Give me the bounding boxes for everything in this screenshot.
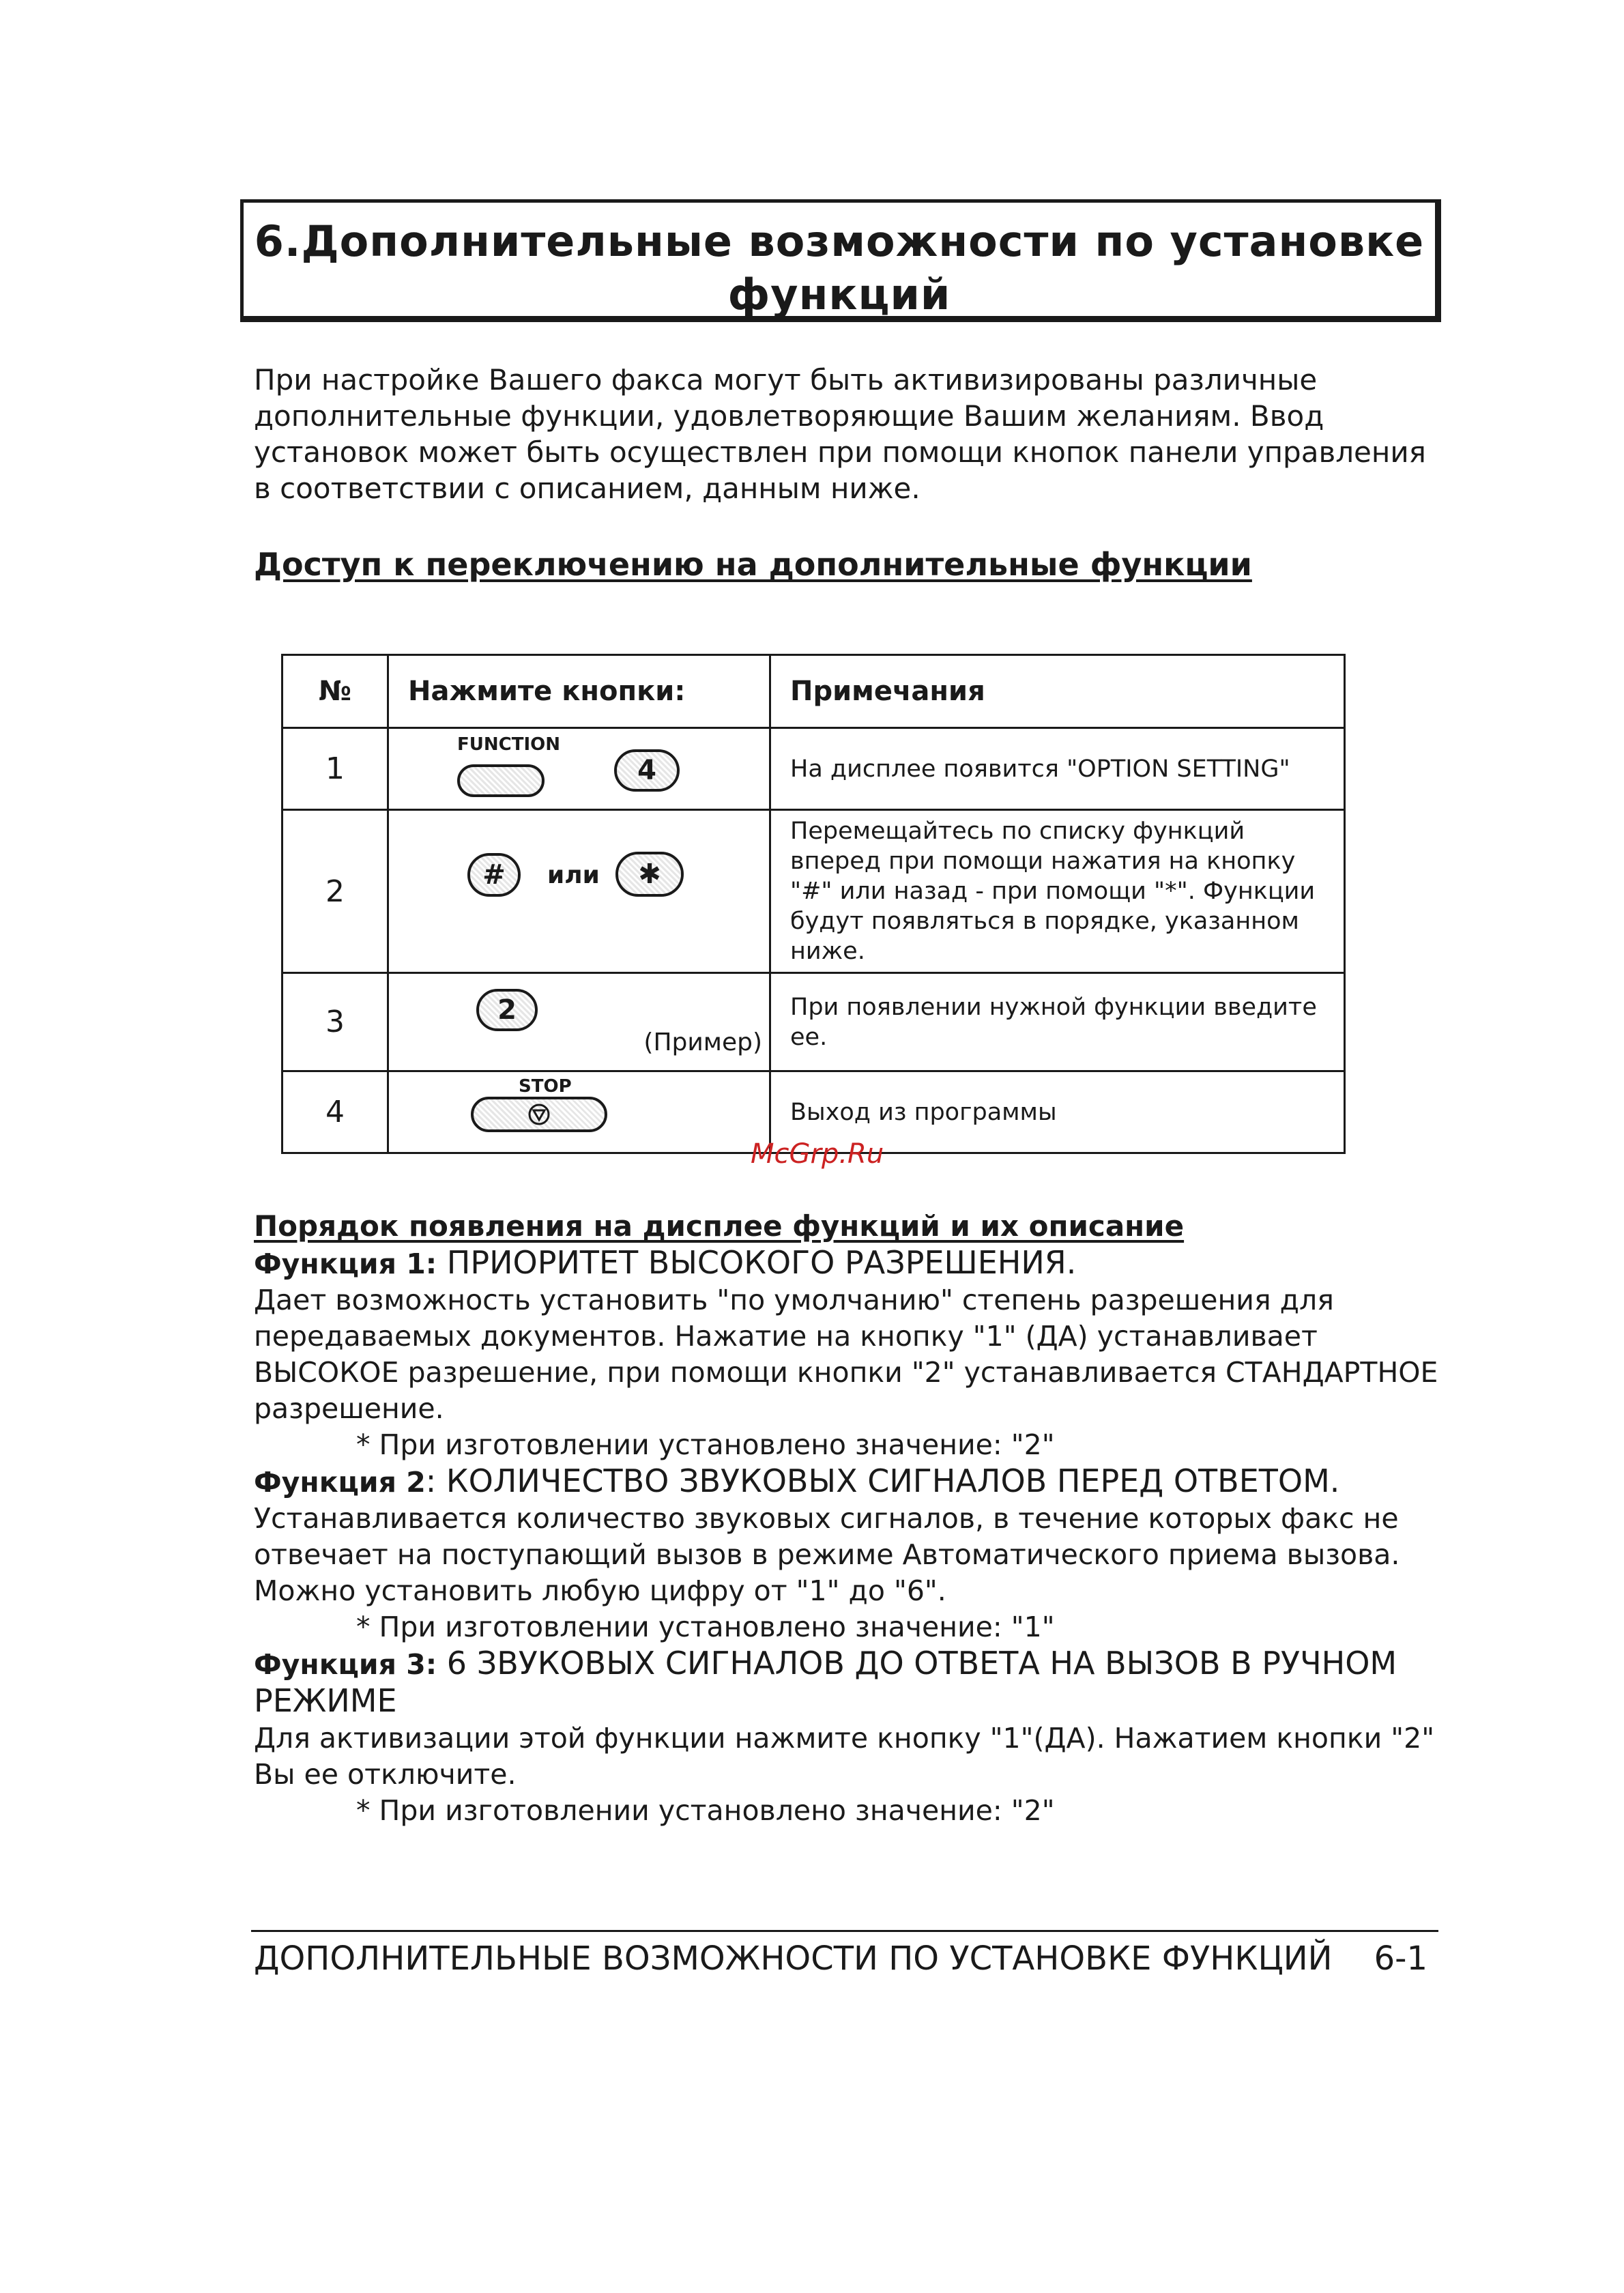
function-name: : КОЛИЧЕСТВО ЗВУКОВЫХ СИГНАЛОВ ПЕРЕД ОТВЕТОМ.: [425, 1462, 1340, 1499]
function-1: [254, 1245, 1455, 1463]
footer-divider: [251, 1930, 1438, 1932]
functions-section: [254, 1208, 1455, 1829]
function-name: ПРИОРИТЕТ ВЫСОКОГО РАЗРЕШЕНИЯ.: [437, 1244, 1077, 1281]
function-label: Функция 3:: [254, 1648, 437, 1681]
stop-key: [471, 1097, 607, 1132]
row-note: При появлении нужной функции введите ее.: [770, 973, 1345, 1071]
hash-key: #: [467, 853, 521, 897]
or-label: или: [547, 861, 600, 889]
header-notes: Примечания: [770, 655, 1345, 728]
table-row: [282, 810, 1345, 973]
function-default: * При изготовлении установлено значение: "2": [356, 1794, 1055, 1827]
row-number: 4: [282, 1071, 388, 1153]
example-label: (Пример): [643, 1028, 762, 1056]
key-2: 2: [476, 989, 538, 1031]
function-2: [254, 1463, 1455, 1645]
table-header-row: [282, 655, 1345, 728]
function-label: Функция 2: [254, 1466, 426, 1499]
order-heading: Порядок появления на дисплее функций и их описание: [254, 1209, 1185, 1243]
footer: [254, 1939, 1427, 1978]
row-number: 3: [282, 973, 388, 1071]
steps-table: [281, 654, 1346, 1154]
row-keys: [388, 1071, 770, 1153]
row-number: 2: [282, 810, 388, 973]
row-note: На дисплее появится "OPTION SETTING": [770, 728, 1345, 810]
star-key: ✱: [615, 852, 684, 897]
header-keys: Нажмите кнопки:: [388, 655, 770, 728]
row-keys: [388, 728, 770, 810]
page-number: 6-1: [1374, 1939, 1427, 1978]
key-4: 4: [614, 749, 680, 792]
row-note: Выход из программы: [770, 1071, 1345, 1153]
header-number: №: [282, 655, 388, 728]
function-name: 6 ЗВУКОВЫХ СИГНАЛОВ ДО ОТВЕТА НА ВЫЗОВ В РУЧНОМ РЕЖИМЕ: [254, 1645, 1397, 1719]
function-description: Для активизации этой функции нажмите кнопку "1"(ДА). Нажатием кнопки "2" Вы ее отключите.: [254, 1722, 1435, 1791]
stop-key-label: STOP: [519, 1076, 572, 1097]
table-row: [282, 728, 1345, 810]
stop-icon: [525, 1103, 553, 1126]
row-keys: [388, 810, 770, 973]
function-default: * При изготовлении установлено значение: "1": [356, 1611, 1055, 1643]
row-number: 1: [282, 728, 388, 810]
table-row: [282, 973, 1345, 1071]
page-title: 6.Дополнительные возможности по установке функций: [254, 216, 1425, 319]
function-description: Дает возможность установить "по умолчанию" степень разрешения для передаваемых документов. Нажатие на кнопку "1" (ДА) устанавливает ВЫСОКОЕ разрешение, при помощи кнопки "2" устанавливается СТАНДАРТНОЕ разрешение.: [254, 1284, 1438, 1425]
function-key-label: FUNCTION: [457, 734, 560, 755]
function-3: [254, 1645, 1455, 1829]
title-box: [240, 199, 1441, 322]
intro-paragraph: При настройке Вашего факса могут быть активизированы различные дополнительные функции, удовлетворяющие Вашим желаниям. Ввод установок может быть осуществлен при помощи кнопок панели управления в соответствии с описанием, данным ниже.: [254, 363, 1426, 505]
function-default: * При изготовлении установлено значение: "2": [356, 1428, 1055, 1461]
function-label: Функция 1:: [254, 1248, 437, 1280]
function-description: Устанавливается количество звуковых сигналов, в течение которых факс не отвечает на поступающий вызов в режиме Автоматического приема вызова. Можно установить любую цифру от "1" до "6".: [254, 1502, 1400, 1607]
row-keys: [388, 973, 770, 1071]
row-note: Перемещайтесь по списку функций вперед при помощи нажатия на кнопку "#" или назад - при помощи "*". Функции будут появляться в порядке, указанном ниже.: [770, 810, 1345, 973]
function-key: [457, 764, 545, 797]
watermark: McGrp.Ru: [751, 1138, 884, 1170]
access-heading: Доступ к переключению на дополнительные функции: [254, 546, 1252, 583]
footer-text: ДОПОЛНИТЕЛЬНЫЕ ВОЗМОЖНОСТИ ПО УСТАНОВКЕ ФУНКЦИЙ: [254, 1939, 1333, 1978]
